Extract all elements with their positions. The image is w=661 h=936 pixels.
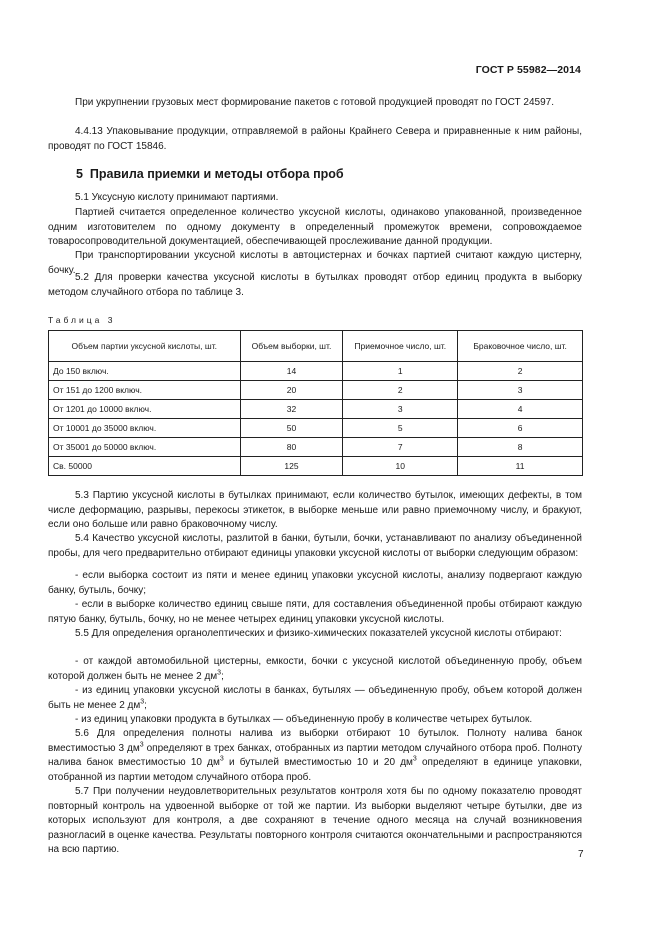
section-title: Правила приемки и методы отбора проб [89,167,344,181]
cell-acceptance-number: 5 [343,419,458,438]
clause-5-6-part-2: определяют в трех банках, отобранных из партии методом случайного отбора проб. Полноту налива банок вместимостью 10 дм [48,742,583,768]
sampling-table [48,330,583,476]
cell-lot-size: От 1201 до 10000 включ. [49,400,241,419]
superscript-3: 3 [139,741,144,749]
table-header-row [49,331,583,362]
clause-5-6-part-4: определяют в единице упаковки, отобранной из партии методом случайного отбора проб. [48,757,583,783]
table-row [49,381,583,400]
cell-sample-size: 80 [240,438,343,457]
clause-5-4-item-b: - если в выборке количество единиц свыше пяти, для составления объединенной пробы отбирают каждую пятую банку, бутыль, бочку, но не менее четырех единиц упаковки уксусной кислоты. [48,599,582,625]
cell-rejection-number: 6 [458,419,583,438]
clause-5-5-item-a [48,655,582,684]
table-row [49,362,583,381]
table-row [49,457,583,476]
superscript-3: 3 [217,669,222,677]
superscript-3: 3 [219,755,224,763]
standard-header: ГОСТ Р 55982—2014 [475,64,581,76]
clause-5-2: 5.2 Для проверки качества уксусной кислоты в бутылках проводят отбор единиц продукта в выборку методом случайного отбора по таблице 3. [48,272,582,298]
cell-acceptance-number: 3 [343,400,458,419]
table-row [49,400,583,419]
cell-lot-size: От 10001 до 35000 включ. [49,419,241,438]
cell-sample-size: 20 [240,381,343,400]
superscript-3: 3 [140,698,145,706]
clause-5-1: 5.1 Уксусную кислоту принимают партиями. [75,192,279,203]
cell-rejection-number: 3 [458,381,583,400]
clause-5-6-part-1: 5.6 Для определения полноты налива из выборки отбирают 10 бутылок. Полноту налива банок вместимостью 3 дм [48,728,582,754]
cell-rejection-number: 2 [458,362,583,381]
header-acceptance-number: Приемочное число, шт. [343,331,458,362]
table-row [49,438,583,457]
cell-lot-size: От 151 до 1200 включ. [49,381,241,400]
clause-5-6 [48,727,582,785]
cell-sample-size: 14 [240,362,343,381]
table-row [49,419,583,438]
clause-5-5-item-c: - из единиц упаковки продукта в бутылках — объединенную пробу в количестве четырех бутылок. [75,714,533,725]
clause-5-5-item-a-tail: ; [221,670,224,682]
clause-5-5-item-b-text: - из единиц упаковки уксусной кислоты в банках, бутылях — объединенную пробу, объем которой должен быть не менее 2 дм [48,685,582,711]
intro-paragraph: При укрупнении грузовых мест формирование пакетов с готовой продукцией проводят по ГОСТ 24597. [75,97,554,108]
clause-5-5: 5.5 Для определения органолептических и физико-химических показателей уксусной кислоты отбирают: [75,628,562,639]
clause-5-1-batch: Партией считается определенное количество уксусной кислоты, одинаково упакованной, произведенное одним изготовителем по одному документу в определенный промежуток времени, сопровождаемое товаросопроводительной документацией, обеспечивающей прослеживание данной продукции. [48,207,582,247]
table-caption: Таблица 3 [48,315,116,325]
cell-rejection-number: 4 [458,400,583,419]
cell-acceptance-number: 1 [343,362,458,381]
clause-5-4-item-a: - если выборка состоит из пяти и менее единиц упаковки уксусной кислоты, анализу подвергают каждую банку, бутыль, бочку; [48,570,582,596]
clause-5-1-transport: При транспортировании уксусной кислоты в автоцистернах и бочках партией считают каждую цистерну, бочку. [48,250,582,276]
clause-5-5-item-b [48,684,582,713]
header-sample-size: Объем выборки, шт. [240,331,343,362]
header-lot-size: Объем партии уксусной кислоты, шт. [49,331,241,362]
clause-5-7: 5.7 При получении неудовлетворительных результатов контроля хотя бы по одному показателю проводят повторный контроль на удвоенной выборке от той же партии. Из выборки выделяют четыре бутылки, две из которых используют для контроля, а две сохраняют в течение одного месяца на случай возникновения разногласий в оценке качества. Результаты повторного контроля считаются окончательными и распространяются на всю партию. [48,786,582,855]
clause-5-5-item-a-text: - от каждой автомобильной цистерны, емкости, бочки с уксусной кислотой объединенную пробу, объем которой должен быть не менее 2 дм [48,656,582,682]
page-number: 7 [578,849,584,860]
clause-5-6-part-3: и бутылей вместимостью 10 и 20 дм [223,757,413,768]
clause-5-5-item-b-tail: ; [144,699,147,711]
cell-acceptance-number: 7 [343,438,458,457]
section-number: 5 [76,167,83,181]
cell-acceptance-number: 2 [343,381,458,400]
clause-4-4-13: 4.4.13 Упаковывание продукции, отправляемой в районы Крайнего Севера и приравненные к ним районы, проводят по ГОСТ 15846. [48,126,582,152]
cell-lot-size: Св. 50000 [49,457,241,476]
cell-rejection-number: 8 [458,438,583,457]
cell-rejection-number: 11 [458,457,583,476]
cell-lot-size: До 150 включ. [49,362,241,381]
header-rejection-number: Браковочное число, шт. [458,331,583,362]
superscript-3: 3 [412,755,417,763]
section-heading [76,167,344,181]
cell-sample-size: 125 [240,457,343,476]
cell-sample-size: 50 [240,419,343,438]
clause-5-4: 5.4 Качество уксусной кислоты, разлитой в банки, бутыли, бочки, устанавливают по анализу объединенной пробы, для чего предварительно отбирают единицы упаковки уксусной кислоты от выборки следующим образом: [48,533,582,559]
cell-acceptance-number: 10 [343,457,458,476]
cell-sample-size: 32 [240,400,343,419]
clause-5-3: 5.3 Партию уксусной кислоты в бутылках принимают, если количество бутылок, имеющих дефекты, в том числе деформацию, разрывы, перекосы этикеток, в выборке меньше или равно приемочному числу, и бракуют, если оно больше или равно браковочному числу. [48,490,582,530]
cell-lot-size: От 35001 до 50000 включ. [49,438,241,457]
